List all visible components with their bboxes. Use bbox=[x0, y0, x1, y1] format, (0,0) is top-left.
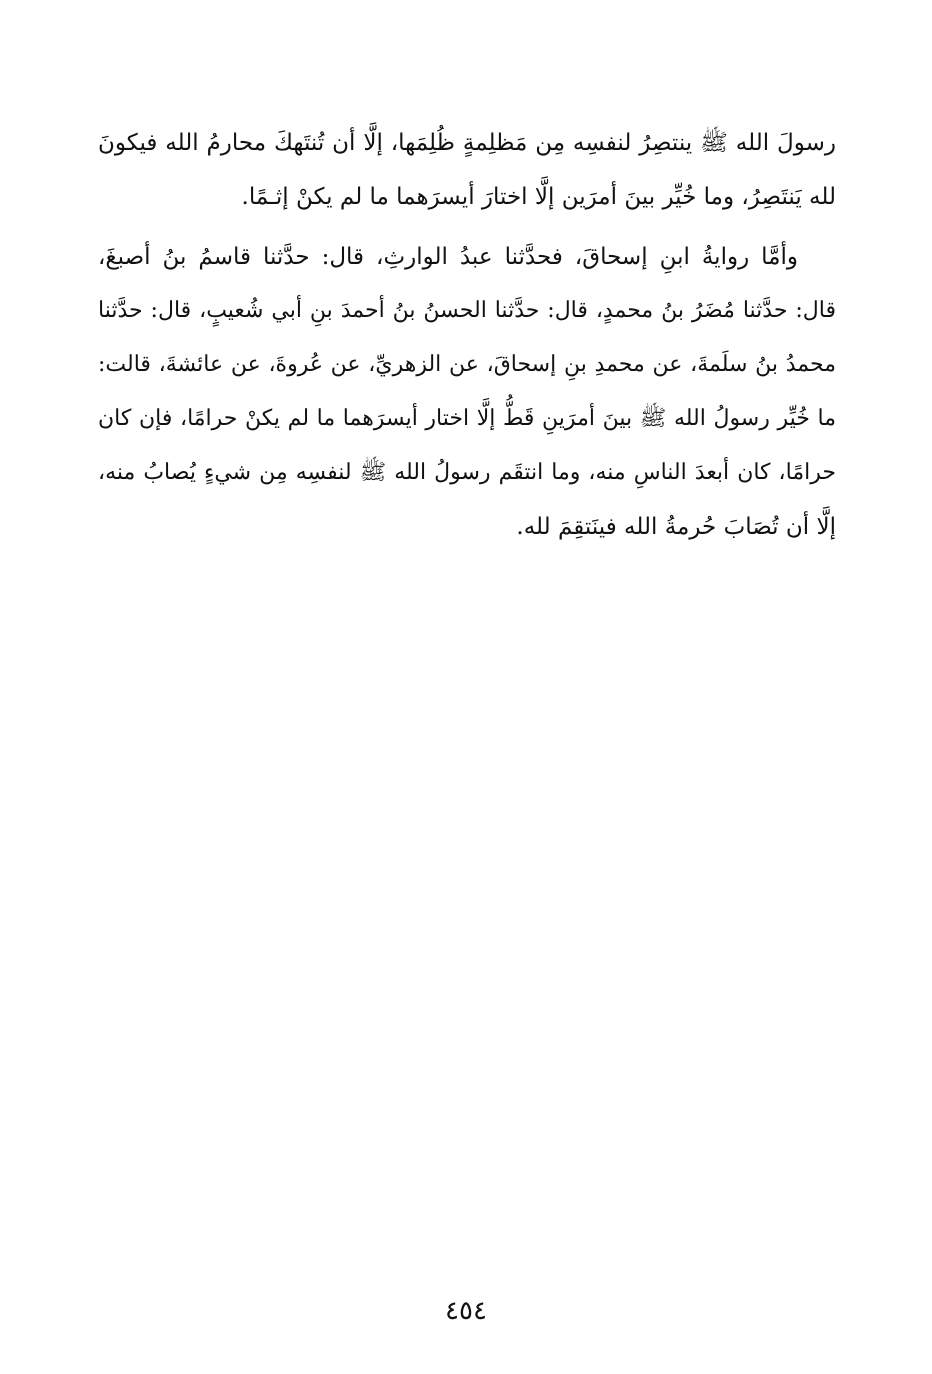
text-line: لله يَنتَصِرُ، وما خُيِّر بينَ أمرَين إلَّا اختارَ أيسرَهما ما لم يكنْ إثـمًا. bbox=[241, 184, 836, 210]
text-line: رسولَ الله ﷺ ينتصِرُ لنفسِه مِن مَظلِمةٍ ظُلِمَها، إلَّا أن تُنتَهكَ محارمُ الله فيكونَ bbox=[98, 130, 836, 156]
text-line: ما خُيِّر رسولُ الله ﷺ بينَ أمرَينِ قَطُّ إلَّا اختار أيسرَهما ما لم يكنْ حرامًا، فإن كان bbox=[98, 406, 836, 431]
text-line: وأمَّا روايةُ ابنِ إسحاقَ، فحدَّثنا عبدُ الوارثِ، قال: حدَّثنا قاسمُ بنُ أصبغَ، bbox=[98, 244, 798, 270]
text-line: حرامًا، كان أبعدَ الناسِ منه، وما انتقَم رسولُ الله ﷺ لنفسِه مِن شيءٍ يُصابُ منه، bbox=[98, 460, 836, 485]
text-line: قال: حدَّثنا مُضَرُ بنُ محمدٍ، قال: حدَّثنا الحسنُ بنُ أحمدَ بنِ أبي شُعيبٍ، قال: حدَّثنا bbox=[98, 298, 836, 323]
text-line: إلَّا أن تُصَابَ حُرمةُ الله فينَتقِمَ لله. bbox=[516, 514, 836, 540]
text-line: محمدُ بنُ سلَمةَ، عن محمدِ بنِ إسحاقَ، عن الزهريِّ، عن عُروةَ، عن عائشةَ، قالت: bbox=[98, 352, 836, 377]
page-number: ٤٥٤ bbox=[445, 1296, 487, 1326]
body-text bbox=[98, 116, 836, 554]
